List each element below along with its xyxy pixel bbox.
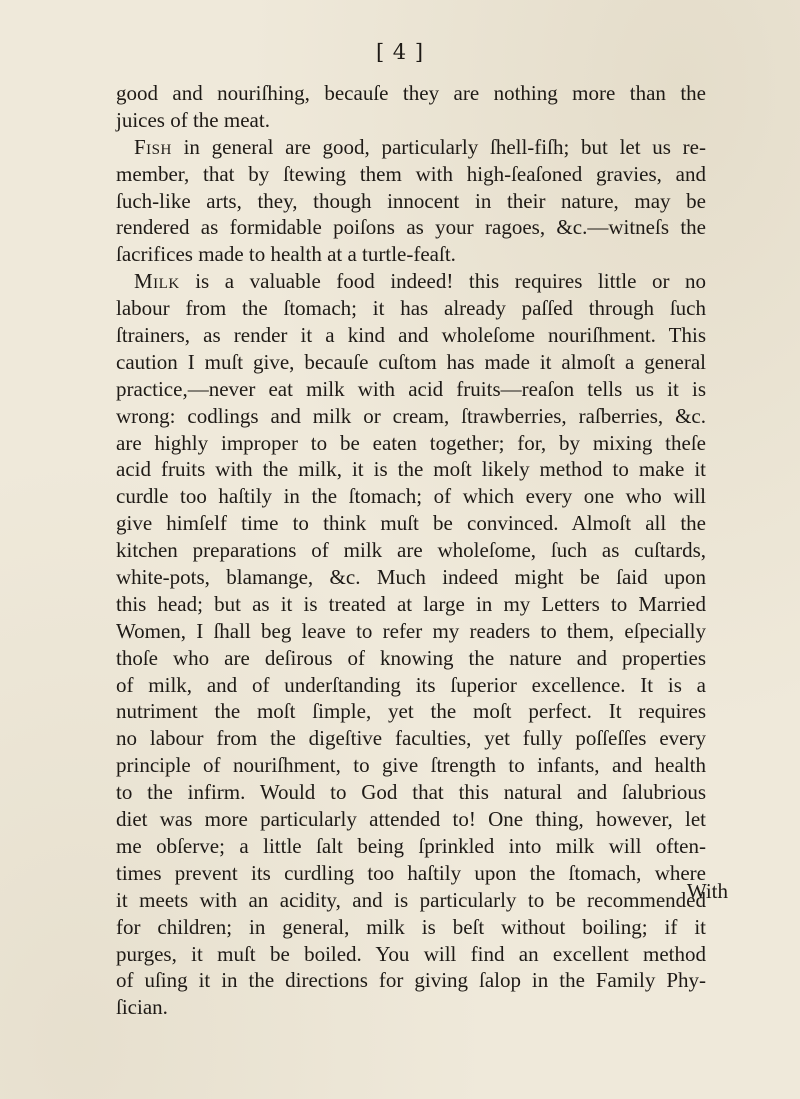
text-line <box>116 672 706 699</box>
line-text: is a valuable food indeed! this requires little or no <box>179 269 706 294</box>
line-text: caution I muſt give, becauſe cuſtom has made it almoſt a general <box>116 349 706 374</box>
line-text: kitchen preparations of milk are wholeſome, ſuch as cuſtards, <box>116 538 706 563</box>
line-text: white-pots, blamange, &c. Much indeed might be ſaid upon <box>116 565 706 590</box>
text-line <box>116 241 706 268</box>
page-number: [ 4 ] <box>375 40 425 64</box>
line-text: are highly improper to be eaten together; for, by mixing theſe <box>116 430 706 455</box>
text-line <box>116 268 706 295</box>
text-line <box>116 376 706 403</box>
line-text: no labour from the digeſtive faculties, yet fully poſſeſſes every <box>116 726 706 751</box>
text-line <box>116 941 706 968</box>
line-text: this head; but as it is treated at large in my Letters to Married <box>116 591 706 616</box>
line-text: ſuch-like arts, they, though innocent in their nature, may be <box>116 188 706 213</box>
text-line <box>116 537 706 564</box>
line-text: member, that by ſtewing them with high-ſeaſoned gravies, and <box>116 161 706 186</box>
text-line <box>116 806 706 833</box>
line-text: juices of the meat. <box>116 107 270 132</box>
text-line <box>116 725 706 752</box>
text-line <box>116 564 706 591</box>
text-line <box>116 833 706 860</box>
line-text: give himſelf time to think muſt be convinced. Almoſt all the <box>116 511 706 536</box>
line-text: ſician. <box>116 995 168 1020</box>
text-line <box>116 967 706 994</box>
line-text: it meets with an acidity, and is particularly to be recommended <box>116 887 706 912</box>
line-text: of uſing it in the directions for giving ſalop in the Family Phy- <box>116 968 706 993</box>
text-line <box>116 80 706 107</box>
text-line <box>116 403 706 430</box>
text-line <box>116 456 706 483</box>
text-line <box>116 134 706 161</box>
text-line <box>116 188 706 215</box>
text-line <box>116 618 706 645</box>
paragraph-lead-word: Fish <box>134 134 172 159</box>
line-text: rendered as formidable poiſons as your ragoes, &c.—witneſs the <box>116 215 706 240</box>
text-line <box>116 349 706 376</box>
line-text: wrong: codlings and milk or cream, ſtrawberries, raſberries, &c. <box>116 403 706 428</box>
text-line <box>116 994 706 1021</box>
text-line <box>116 295 706 322</box>
text-line <box>116 914 706 941</box>
line-text: for children; in general, milk is beſt without boiling; if it <box>116 914 706 939</box>
text-line <box>116 430 706 457</box>
line-text: times prevent its curdling too haſtily upon the ſtomach, where <box>116 860 706 885</box>
text-line <box>116 779 706 806</box>
line-text: me obſerve; a little ſalt being ſprinkled into milk will often- <box>116 833 706 858</box>
line-text: in general are good, particularly ſhell-fiſh; but let us re- <box>171 134 706 159</box>
line-text: curdle too haſtily in the ſtomach; of which every one who will <box>116 484 706 509</box>
line-text: diet was more particularly attended to! One thing, however, let <box>116 807 706 832</box>
line-text: Women, I ſhall beg leave to refer my readers to them, eſpecially <box>116 618 706 643</box>
text-line <box>116 161 706 188</box>
line-text: ſtrainers, as render it a kind and wholeſome nouriſhment. This <box>116 323 706 348</box>
text-line <box>116 483 706 510</box>
line-text: labour from the ſtomach; it has already paſſed through ſuch <box>116 296 706 321</box>
line-text: nutriment the moſt ſimple, yet the moſt perfect. It requires <box>116 699 706 724</box>
body-text <box>116 80 706 1021</box>
text-line <box>116 591 706 618</box>
text-line <box>116 322 706 349</box>
text-line <box>116 860 706 887</box>
line-text: to the infirm. Would to God that this natural and ſalubrious <box>116 780 706 805</box>
text-line <box>116 510 706 537</box>
text-line <box>116 752 706 779</box>
catchword: With <box>686 879 728 903</box>
text-line <box>116 698 706 725</box>
text-line <box>116 645 706 672</box>
line-text: principle of nouriſhment, to give ſtrength to infants, and health <box>116 753 706 778</box>
line-text: of milk, and of underſtanding its ſuperior excellence. It is a <box>116 672 706 697</box>
line-text: good and nouriſhing, becauſe they are nothing more than the <box>116 81 706 105</box>
line-text: practice,—never eat milk with acid fruits—reaſon tells us it is <box>116 376 706 401</box>
paragraph-lead-word: Milk <box>134 269 180 294</box>
text-line <box>116 214 706 241</box>
line-text: acid fruits with the milk, it is the moſt likely method to make it <box>116 457 706 482</box>
line-text: thoſe who are deſirous of knowing the nature and properties <box>116 645 706 670</box>
text-line <box>116 887 706 914</box>
line-text: ſacrifices made to health at a turtle-feaſt. <box>116 242 456 267</box>
text-line <box>116 107 706 134</box>
line-text: purges, it muſt be boiled. You will find an excellent method <box>116 941 706 966</box>
